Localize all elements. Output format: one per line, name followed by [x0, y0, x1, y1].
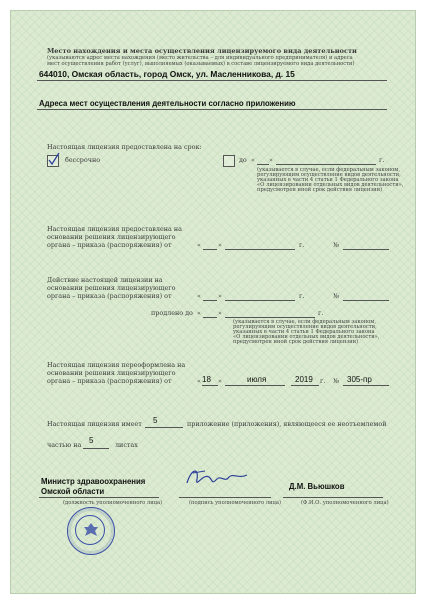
granted-line-2: основании решения лицензирующего	[47, 233, 176, 241]
term-note-3: указанных в части 4 статьи 1 Федерального закона	[257, 177, 399, 183]
reissued-year-line	[291, 385, 319, 386]
indefinite-checkbox	[47, 155, 59, 167]
position-underline	[39, 497, 159, 498]
signer-position-line-1: Министр здравоохранения	[41, 477, 146, 486]
validity-day-line	[203, 300, 217, 301]
reissued-number-line	[343, 385, 389, 386]
address-underline	[37, 80, 387, 81]
reissued-quote-close: »	[218, 377, 222, 385]
reissued-day: 18	[202, 375, 211, 384]
attachment-count: 5	[153, 416, 158, 425]
attachment-sheets-label: листах	[115, 441, 138, 449]
extended-note-2: регулирующим осуществление видов деятельности,	[233, 324, 377, 330]
addresses-note: Адреса мест осуществления деятельности согласно приложению	[39, 99, 296, 108]
signer-position-line-2: Омской области	[41, 487, 105, 496]
signature-caption: (подпись уполномоченного лица)	[189, 500, 281, 506]
reissued-day-line	[202, 385, 218, 386]
attachment-text-after: приложение (приложения), являющееся ее неотъемлемой	[187, 420, 387, 428]
header-subtitle-2: мест осуществления работ (услуг), выполняемых (оказываемых) в составе лицензируемого вида деятельности)	[47, 61, 355, 67]
position-caption: (должность уполномоченного лица)	[63, 500, 163, 506]
reissued-month-line	[225, 385, 285, 386]
validity-quote-open: «	[197, 292, 201, 300]
indefinite-label: бессрочно	[65, 156, 101, 164]
term-note-2: регулирующим осуществление видов деятельности,	[257, 172, 401, 178]
term-year-suffix: г.	[379, 156, 385, 164]
license-address: 644010, Омская область, город Омск, ул. Масленникова, д. 15	[39, 69, 295, 79]
term-quote-open: «	[251, 156, 255, 164]
header-title: Место нахождения и места осуществления лицензируемого вида деятельности	[47, 47, 357, 55]
granted-line-3: органа – приказа (распоряжения) от	[47, 241, 172, 249]
term-note-4: «О лицензировании отдельных видов деятельности»,	[257, 182, 404, 188]
validity-number-line	[343, 300, 389, 301]
attachment-sheets-line	[83, 448, 109, 449]
official-stamp	[67, 507, 115, 555]
validity-line-2: основании решения лицензирующего	[47, 284, 176, 292]
reissued-number: 305-пр	[347, 375, 372, 384]
extended-quote-close: »	[218, 309, 222, 317]
granted-quote-open: «	[197, 241, 201, 249]
term-date-line	[276, 164, 376, 165]
reissued-line-2: основании решения лицензирующего	[47, 369, 176, 377]
attachment-text-before: Настоящая лицензия имеет	[47, 420, 142, 428]
emblem-icon	[81, 521, 101, 541]
header-subtitle-1: (указываются адрес места нахождения (место жительства – для индивидуального предпринимателя) и адреса	[47, 55, 353, 61]
addresses-note-underline	[37, 109, 387, 110]
granted-year: г.	[299, 241, 305, 249]
validity-line-3: органа – приказа (распоряжения) от	[47, 292, 172, 300]
extended-year: г.	[318, 309, 324, 317]
reissued-quote-open: «	[197, 377, 201, 385]
term-quote-close: »	[269, 156, 273, 164]
validity-line-1: Действие настоящей лицензии на	[47, 276, 163, 284]
signer-name: Д.М. Вьюшков	[289, 482, 345, 491]
granted-date-line	[225, 249, 295, 250]
validity-quote-close: »	[218, 292, 222, 300]
extended-note-1: (указывается в случае, если федеральным законом,	[233, 319, 376, 325]
granted-number-label: №	[333, 241, 340, 249]
granted-line-1: Настоящая лицензия предоставлена на	[47, 225, 182, 233]
extended-label: продлено до	[151, 309, 193, 317]
license-sheet	[10, 10, 416, 594]
reissued-line-3: органа – приказа (распоряжения) от	[47, 377, 172, 385]
term-note-1: (указывается в случае, если федеральным законом,	[257, 167, 400, 173]
reissued-line-1: Настоящая лицензия переоформлена на	[47, 361, 186, 369]
name-caption: (Ф.И.О. уполномоченного лица)	[301, 500, 389, 506]
until-checkbox	[223, 155, 235, 167]
term-note-5: предусмотрен иной срок действия лицензии)	[257, 187, 383, 193]
checkmark-icon	[47, 152, 61, 166]
validity-date-line	[225, 300, 295, 301]
name-underline	[283, 497, 383, 498]
attachment-count-line	[145, 427, 183, 428]
granted-day-line	[203, 249, 217, 250]
extended-quote-open: «	[197, 309, 201, 317]
extended-day-line	[203, 317, 217, 318]
signature-underline	[179, 497, 271, 498]
extended-date-line	[225, 317, 315, 318]
attachment-part-label: частью на	[47, 441, 82, 449]
attachment-sheets: 5	[89, 436, 94, 445]
reissued-year-suffix: г.	[320, 377, 326, 385]
reissued-year: 2019	[295, 375, 313, 384]
term-label: Настоящая лицензия предоставлена на срок:	[47, 143, 202, 151]
granted-quote-close: »	[218, 241, 222, 249]
validity-number-label: №	[333, 292, 340, 300]
granted-number-line	[343, 249, 389, 250]
validity-year: г.	[299, 292, 305, 300]
extended-note-3: указанных в части 4 статьи 1 Федерального закона	[233, 329, 375, 335]
handwritten-signature	[181, 463, 251, 493]
reissued-number-label: №	[333, 377, 340, 385]
until-label: до	[239, 156, 247, 164]
extended-note-4: «О лицензировании отдельных видов деятельности»,	[233, 334, 380, 340]
reissued-month: июля	[247, 375, 267, 384]
term-day-line	[257, 164, 269, 165]
extended-note-5: предусмотрен иной срок действия лицензии)	[233, 339, 359, 345]
